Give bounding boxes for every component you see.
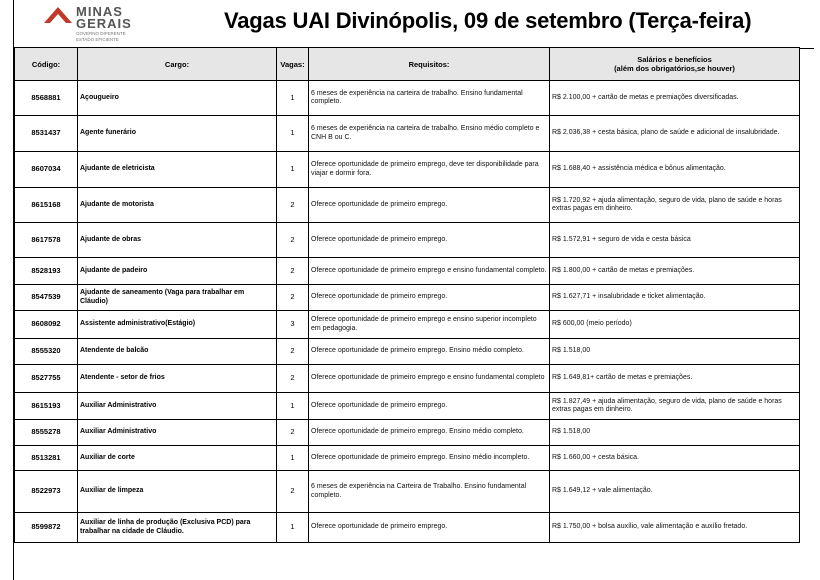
table-row [15, 365, 800, 393]
table-header-row [15, 48, 800, 81]
table-row [15, 81, 800, 116]
cell-salario: R$ 1.688,40 + assistência médica e bônus alimentação. [550, 152, 800, 188]
cell-cargo: Atendente de balcão [78, 339, 277, 365]
cell-salario: R$ 1.827,49 + ajuda alimentação, seguro de vida, plano de saúde e horas extras pagas em dinheiro. [550, 393, 800, 420]
cell-requisitos: 6 meses de experiência na carteira de trabalho. Ensino fundamental completo. [309, 81, 550, 116]
cell-salario: R$ 1.660,00 + cesta básica. [550, 446, 800, 471]
header-salarios-line1: Salários e benefícios [637, 55, 712, 64]
cell-requisitos: Oferece oportunidade de primeiro emprego. [309, 285, 550, 311]
cell-codigo: 8528193 [15, 258, 78, 285]
cell-cargo: Ajudante de motorista [78, 188, 277, 223]
cell-codigo: 8615168 [15, 188, 78, 223]
cell-codigo: 8615193 [15, 393, 78, 420]
cell-vagas: 1 [277, 446, 309, 471]
table-row [15, 152, 800, 188]
cell-salario: R$ 1.518,00 [550, 420, 800, 446]
logo-line1: MINAS [76, 4, 123, 19]
logo-tagline1: GOVERNO DIFERENTE [76, 31, 126, 36]
cell-cargo: Ajudante de obras [78, 223, 277, 258]
cell-cargo: Auxiliar de limpeza [78, 471, 277, 513]
cell-codigo: 8568881 [15, 81, 78, 116]
cell-cargo: Auxiliar de corte [78, 446, 277, 471]
cell-requisitos: Oferece oportunidade de primeiro emprego. Ensino médio incompleto. [309, 446, 550, 471]
cell-codigo: 8599872 [15, 513, 78, 543]
logo-tagline2: ESTADO EFICIENTE [76, 37, 119, 42]
cell-salario: R$ 600,00 (meio período) [550, 311, 800, 339]
cell-codigo: 8522973 [15, 471, 78, 513]
logo-line2: GERAIS [76, 16, 132, 31]
cell-vagas: 1 [277, 152, 309, 188]
cell-vagas: 2 [277, 471, 309, 513]
jobs-table [14, 47, 800, 543]
cell-salario: R$ 1.750,00 + bolsa auxílio, vale alimentação e auxílio fretado. [550, 513, 800, 543]
cell-vagas: 2 [277, 339, 309, 365]
cell-vagas: 1 [277, 513, 309, 543]
table-row [15, 393, 800, 420]
cell-codigo: 8547539 [15, 285, 78, 311]
header-codigo: Código: [15, 48, 78, 81]
cell-vagas: 2 [277, 285, 309, 311]
cell-vagas: 1 [277, 393, 309, 420]
cell-cargo: Assistente administrativo(Estágio) [78, 311, 277, 339]
cell-salario: R$ 1.518,00 [550, 339, 800, 365]
cell-requisitos: Oferece oportunidade de primeiro emprego. [309, 513, 550, 543]
cell-requisitos: Oferece oportunidade de primeiro emprego, deve ter disponibilidade para viajar e dormir fora. [309, 152, 550, 188]
cell-requisitos: Oferece oportunidade de primeiro emprego e ensino fundamental completo. [309, 258, 550, 285]
table-row [15, 258, 800, 285]
cell-salario: R$ 1.649,12 + vale alimentação. [550, 471, 800, 513]
cell-codigo: 8555320 [15, 339, 78, 365]
cell-cargo: Auxiliar de linha de produção (Exclusiva PCD) para trabalhar na cidade de Cláudio. [78, 513, 277, 543]
cell-requisitos: 6 meses de experiência na Carteira de Trabalho. Ensino fundamental completo. [309, 471, 550, 513]
cell-vagas: 2 [277, 258, 309, 285]
header-requisitos: Requisitos: [309, 48, 550, 81]
cell-codigo: 8608092 [15, 311, 78, 339]
cell-cargo: Agente funerário [78, 116, 277, 152]
cell-vagas: 1 [277, 81, 309, 116]
table-row [15, 339, 800, 365]
header-cargo: Cargo: [78, 48, 277, 81]
cell-codigo: 8607034 [15, 152, 78, 188]
cell-vagas: 2 [277, 365, 309, 393]
minas-gerais-logo [44, 3, 194, 43]
cell-salario: R$ 1.627,71 + insalubridade e ticket alimentação. [550, 285, 800, 311]
document-header [14, 0, 814, 49]
table-row [15, 471, 800, 513]
table-row [15, 420, 800, 446]
cell-salario: R$ 1.649,81+ cartão de metas e premiações. [550, 365, 800, 393]
cell-requisitos: Oferece oportunidade de primeiro emprego. Ensino médio completo. [309, 420, 550, 446]
header-salarios-line2: (além dos obrigatórios,se houver) [614, 64, 735, 73]
cell-vagas: 2 [277, 223, 309, 258]
table-row [15, 188, 800, 223]
cell-cargo: Ajudante de saneamento (Vaga para trabalhar em Cláudio) [78, 285, 277, 311]
cell-cargo: Açougueiro [78, 81, 277, 116]
cell-requisitos: Oferece oportunidade de primeiro emprego. Ensino médio completo. [309, 339, 550, 365]
cell-codigo: 8617578 [15, 223, 78, 258]
cell-codigo: 8531437 [15, 116, 78, 152]
cell-requisitos: Oferece oportunidade de primeiro emprego e ensino superior incompleto em pedagogia. [309, 311, 550, 339]
cell-requisitos: Oferece oportunidade de primeiro emprego. [309, 188, 550, 223]
cell-vagas: 1 [277, 116, 309, 152]
table-row [15, 285, 800, 311]
header-vagas: Vagas: [277, 48, 309, 81]
table-row [15, 116, 800, 152]
cell-cargo: Ajudante de eletricista [78, 152, 277, 188]
cell-vagas: 2 [277, 188, 309, 223]
table-row [15, 223, 800, 258]
cell-cargo: Atendente - setor de frios [78, 365, 277, 393]
cell-salario: R$ 1.720,92 + ajuda alimentação, seguro de vida, plano de saúde e horas extras pagas em dinheiro. [550, 188, 800, 223]
cell-salario: R$ 1.572,91 + seguro de vida e cesta básica [550, 223, 800, 258]
cell-vagas: 3 [277, 311, 309, 339]
header-salarios [550, 48, 800, 81]
cell-salario: R$ 2.036,38 + cesta básica, plano de saúde e adicional de insalubridade. [550, 116, 800, 152]
cell-codigo: 8555278 [15, 420, 78, 446]
cell-cargo: Ajudante de padeiro [78, 258, 277, 285]
cell-cargo: Auxiliar Administrativo [78, 420, 277, 446]
cell-salario: R$ 2.100,00 + cartão de metas e premiações diversificadas. [550, 81, 800, 116]
cell-vagas: 2 [277, 420, 309, 446]
cell-requisitos: Oferece oportunidade de primeiro emprego. [309, 393, 550, 420]
cell-cargo: Auxiliar Administrativo [78, 393, 277, 420]
cell-salario: R$ 1.800,00 + cartão de metas e premiações. [550, 258, 800, 285]
cell-codigo: 8513281 [15, 446, 78, 471]
cell-requisitos: Oferece oportunidade de primeiro emprego. [309, 223, 550, 258]
table-row [15, 311, 800, 339]
page-title: Vagas UAI Divinópolis, 09 de setembro (Terça-feira) [224, 8, 752, 33]
cell-requisitos: 6 meses de experiência na carteira de trabalho. Ensino médio completo e CNH B ou C. [309, 116, 550, 152]
cell-codigo: 8527755 [15, 365, 78, 393]
cell-requisitos: Oferece oportunidade de primeiro emprego e ensino fundamental completo [309, 365, 550, 393]
table-row [15, 446, 800, 471]
table-row [15, 513, 800, 543]
